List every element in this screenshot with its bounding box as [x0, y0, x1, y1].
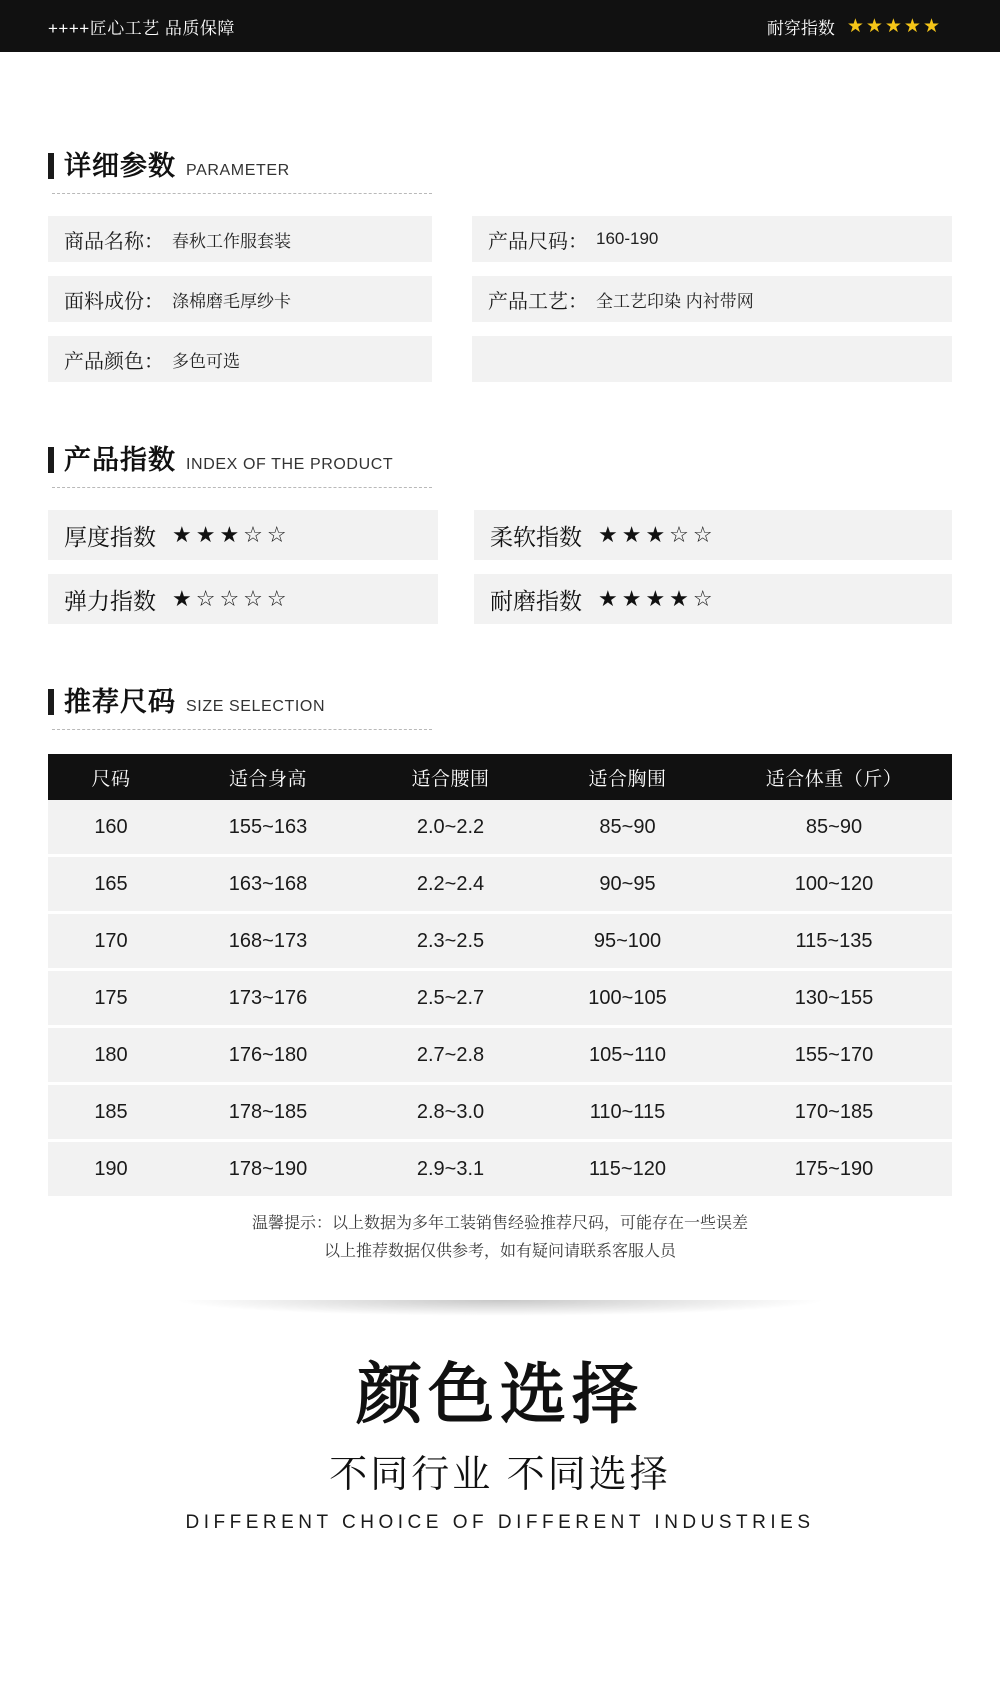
color-selection-banner: [0, 1358, 1000, 1534]
index-item-thickness: [48, 510, 438, 560]
table-row: [48, 970, 952, 1027]
index-label: 厚度指数: [64, 523, 156, 550]
top-banner: [0, 0, 1000, 52]
table-header-cell: 适合体重（斤）: [716, 754, 952, 800]
index-stars-icon: ★★★☆☆: [598, 522, 717, 547]
param-key: 产品颜色：: [64, 350, 164, 373]
table-cell: 165: [48, 856, 174, 913]
table-cell: 155~170: [716, 1027, 952, 1084]
table-cell: 173~176: [174, 970, 362, 1027]
table-cell: 85~90: [716, 800, 952, 856]
param-value: 涤棉磨毛厚纱卡: [172, 291, 291, 311]
index-section: [0, 382, 1000, 624]
table-row: [48, 1027, 952, 1084]
table-cell: 2.5~2.7: [362, 970, 539, 1027]
size-title-cn: 推荐尺码: [64, 687, 176, 717]
index-title-cn: 产品指数: [64, 445, 176, 475]
parameter-title-cn: 详细参数: [64, 151, 176, 181]
index-heading: [48, 438, 952, 477]
table-cell: 90~95: [539, 856, 716, 913]
index-item-elasticity: [48, 574, 438, 624]
table-cell: 178~185: [174, 1084, 362, 1141]
table-cell: 178~190: [174, 1141, 362, 1197]
parameter-section: [0, 52, 1000, 382]
table-cell: 170: [48, 913, 174, 970]
craft-slogan: ++++匠心工艺 品质保障: [48, 18, 235, 38]
index-label: 柔软指数: [490, 523, 582, 550]
table-cell: 105~110: [539, 1027, 716, 1084]
table-cell: 2.8~3.0: [362, 1084, 539, 1141]
index-grid: [48, 510, 952, 624]
parameter-title-en: PARAMETER: [186, 162, 290, 179]
param-value: 160-190: [596, 229, 659, 248]
table-row: [48, 1141, 952, 1197]
table-header-cell: 适合身高: [174, 754, 362, 800]
banner-subtitle: 不同行业 不同选择: [329, 1453, 671, 1496]
index-stars-icon: ★☆☆☆☆: [172, 586, 291, 611]
table-cell: 163~168: [174, 856, 362, 913]
table-cell: 190: [48, 1141, 174, 1197]
table-cell: 2.0~2.2: [362, 800, 539, 856]
table-row: [48, 856, 952, 913]
table-cell: 100~105: [539, 970, 716, 1027]
table-header-cell: 尺码: [48, 754, 174, 800]
param-key: 商品名称：: [64, 230, 164, 253]
param-cell: [48, 276, 432, 322]
table-cell: 2.2~2.4: [362, 856, 539, 913]
heading-bar-icon: [48, 447, 54, 473]
durability-label: 耐穿指数: [766, 18, 835, 38]
heading-divider: [52, 193, 432, 194]
index-label: 弹力指数: [64, 587, 156, 614]
size-tips-line2: 以上推荐数据仅供参考，如有疑问请联系客服人员: [323, 1243, 676, 1260]
table-row: [48, 1084, 952, 1141]
param-cell-empty: [472, 336, 952, 382]
table-row: [48, 800, 952, 856]
index-title-en: INDEX OF THE PRODUCT: [186, 456, 394, 473]
index-item-abrasion: [474, 574, 952, 624]
param-value: 全工艺印染 内衬带网: [596, 291, 754, 311]
index-stars-icon: ★★★☆☆: [172, 522, 291, 547]
table-cell: 115~120: [539, 1141, 716, 1197]
table-cell: 185: [48, 1084, 174, 1141]
table-header-cell: 适合胸围: [539, 754, 716, 800]
banner-english: DIFFERENT CHOICE OF DIFFERENT INDUSTRIES: [185, 1511, 815, 1533]
heading-divider: [52, 729, 432, 730]
size-section: [0, 624, 1000, 1266]
table-cell: 175~190: [716, 1141, 952, 1197]
table-cell: 2.9~3.1: [362, 1141, 539, 1197]
index-item-softness: [474, 510, 952, 560]
durability-index: [767, 14, 942, 39]
heading-bar-icon: [48, 153, 54, 179]
param-cell: [472, 276, 952, 322]
section-divider-shadow: [50, 1300, 950, 1322]
table-cell: 175: [48, 970, 174, 1027]
heading-bar-icon: [48, 689, 54, 715]
size-table-wrapper: [48, 754, 952, 1196]
size-tips-line1: 温馨提示：以上数据为多年工装销售经验推荐尺码，可能存在一些误差: [251, 1215, 748, 1232]
index-stars-icon: ★★★★☆: [598, 586, 717, 611]
table-cell: 180: [48, 1027, 174, 1084]
param-key: 面料成份：: [64, 290, 164, 313]
table-cell: 130~155: [716, 970, 952, 1027]
table-cell: 2.7~2.8: [362, 1027, 539, 1084]
param-cell: [48, 216, 432, 262]
table-header-cell: 适合腰围: [362, 754, 539, 800]
table-cell: 176~180: [174, 1027, 362, 1084]
banner-title: 颜色选择: [356, 1357, 644, 1431]
table-cell: 168~173: [174, 913, 362, 970]
durability-stars-icon: ★★★★★: [846, 15, 942, 37]
param-key: 产品工艺：: [488, 290, 588, 313]
size-table: [48, 754, 952, 1196]
heading-divider: [52, 487, 432, 488]
table-cell: 95~100: [539, 913, 716, 970]
table-header-row: [48, 754, 952, 800]
table-cell: 110~115: [539, 1084, 716, 1141]
param-value: 春秋工作服套装: [172, 231, 291, 251]
param-value: 多色可选: [172, 351, 240, 371]
table-cell: 115~135: [716, 913, 952, 970]
table-cell: 155~163: [174, 800, 362, 856]
size-heading: [48, 680, 952, 719]
table-cell: 2.3~2.5: [362, 913, 539, 970]
index-label: 耐磨指数: [490, 587, 582, 614]
parameter-heading: [48, 144, 952, 183]
param-cell: [48, 336, 432, 382]
param-cell: [472, 216, 952, 262]
table-row: [48, 913, 952, 970]
table-cell: 100~120: [716, 856, 952, 913]
table-cell: 160: [48, 800, 174, 856]
param-key: 产品尺码：: [488, 230, 588, 253]
parameter-grid: [48, 216, 952, 382]
table-cell: 170~185: [716, 1084, 952, 1141]
size-tips: [48, 1210, 952, 1266]
size-title-en: SIZE SELECTION: [186, 698, 326, 715]
table-cell: 85~90: [539, 800, 716, 856]
